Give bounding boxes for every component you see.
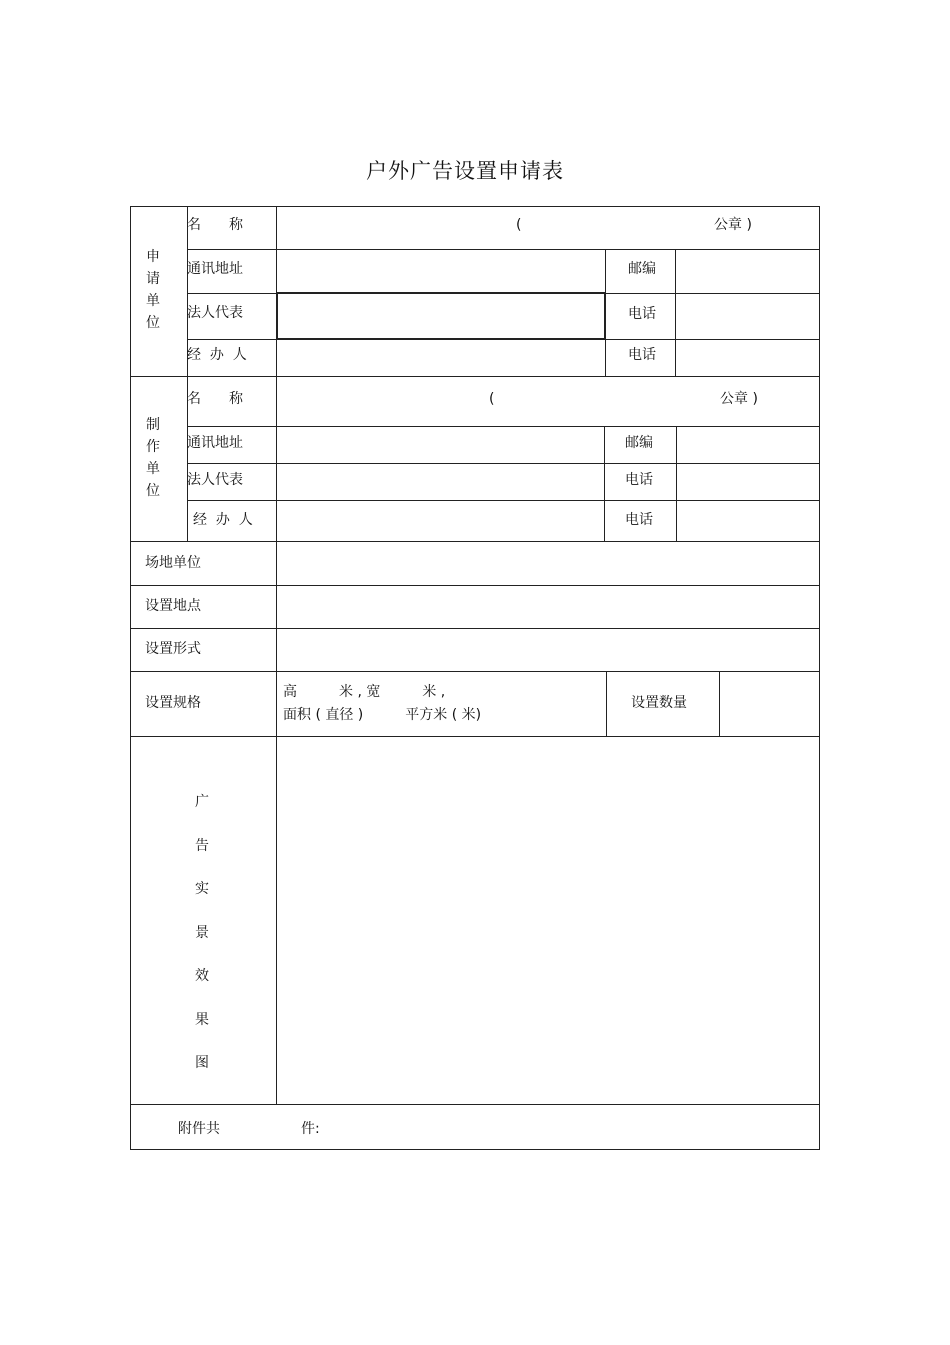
applicant-handler-phone-label: 电话 (628, 347, 656, 363)
applicant-group-label: 申 请 单 位 (146, 249, 160, 331)
applicant-postcode-label: 邮编 (628, 261, 656, 277)
producer-legal-rep-label: 法人代表 (187, 472, 243, 488)
producer-seal-label: 公章 ) (720, 391, 758, 407)
applicant-postcode-field[interactable] (681, 254, 819, 290)
producer-handler-phone-field[interactable] (682, 505, 819, 539)
producer-phone-label: 电话 (625, 472, 653, 488)
section-divider (130, 541, 820, 542)
site-unit-label: 场地单位 (145, 555, 201, 571)
applicant-address-field[interactable] (282, 254, 604, 290)
producer-phone-field[interactable] (682, 467, 819, 499)
producer-handler-field[interactable] (282, 505, 602, 539)
applicant-seal-label: 公章 ) (714, 217, 752, 233)
page-title: 户外广告设置申请表 (366, 159, 564, 183)
applicant-handler-field[interactable] (282, 343, 604, 375)
row-divider (130, 671, 820, 672)
row-divider (130, 628, 820, 629)
applicant-phone-field[interactable] (681, 298, 819, 336)
form-label: 设置形式 (145, 641, 201, 657)
applicant-name-field[interactable] (282, 212, 511, 246)
effect-picture-area[interactable] (277, 737, 819, 1103)
producer-postcode-field[interactable] (682, 430, 819, 462)
column-divider (606, 671, 607, 736)
form-field[interactable] (282, 633, 819, 669)
producer-address-label: 通讯地址 (187, 435, 243, 451)
location-field[interactable] (282, 590, 819, 626)
column-divider (675, 249, 676, 376)
producer-seal-open: ( (489, 391, 495, 407)
row-divider (187, 500, 820, 501)
producer-handler-phone-label: 电话 (625, 512, 653, 528)
applicant-phone-label: 电话 (628, 306, 656, 322)
quantity-label: 设置数量 (631, 695, 687, 711)
row-divider (130, 1104, 820, 1105)
column-divider (604, 426, 605, 541)
spec-dimensions-line: 高 米 , 宽 米 , (283, 684, 446, 700)
producer-handler-label: 经 办 人 (193, 512, 253, 528)
row-divider (187, 463, 820, 464)
attachment-count-field[interactable] (232, 1114, 300, 1146)
producer-group-label: 制 作 单 位 (146, 417, 160, 499)
column-divider (676, 426, 677, 541)
producer-legal-rep-field[interactable] (282, 467, 602, 499)
applicant-seal-open: ( (516, 217, 522, 233)
producer-name-field[interactable] (282, 383, 486, 423)
effect-picture-label: 广 告 实 景 效 果 图 (195, 794, 209, 1071)
applicant-legal-rep-field[interactable] (276, 292, 606, 340)
row-divider (187, 426, 820, 427)
quantity-field[interactable] (724, 676, 819, 734)
section-divider (130, 376, 820, 377)
spec-area-line: 面积 ( 直径 ) 平方米 ( 米) (283, 707, 482, 723)
column-divider (719, 671, 720, 736)
applicant-name-label: 名 称 (187, 217, 243, 233)
producer-name-label: 名 称 (187, 391, 243, 407)
column-divider (187, 206, 188, 541)
applicant-handler-phone-field[interactable] (681, 343, 819, 375)
spec-label: 设置规格 (145, 695, 201, 711)
attachment-prefix: 附件共 (178, 1121, 220, 1137)
applicant-address-label: 通讯地址 (187, 261, 243, 277)
applicant-handler-label: 经 办 人 (187, 347, 247, 363)
row-divider (130, 585, 820, 586)
site-unit-field[interactable] (282, 547, 819, 583)
attachment-suffix: 件: (301, 1121, 320, 1137)
producer-postcode-label: 邮编 (625, 435, 653, 451)
applicant-legal-rep-label: 法人代表 (187, 305, 243, 321)
location-label: 设置地点 (145, 598, 201, 614)
row-divider (187, 249, 820, 250)
producer-address-field[interactable] (282, 430, 602, 462)
